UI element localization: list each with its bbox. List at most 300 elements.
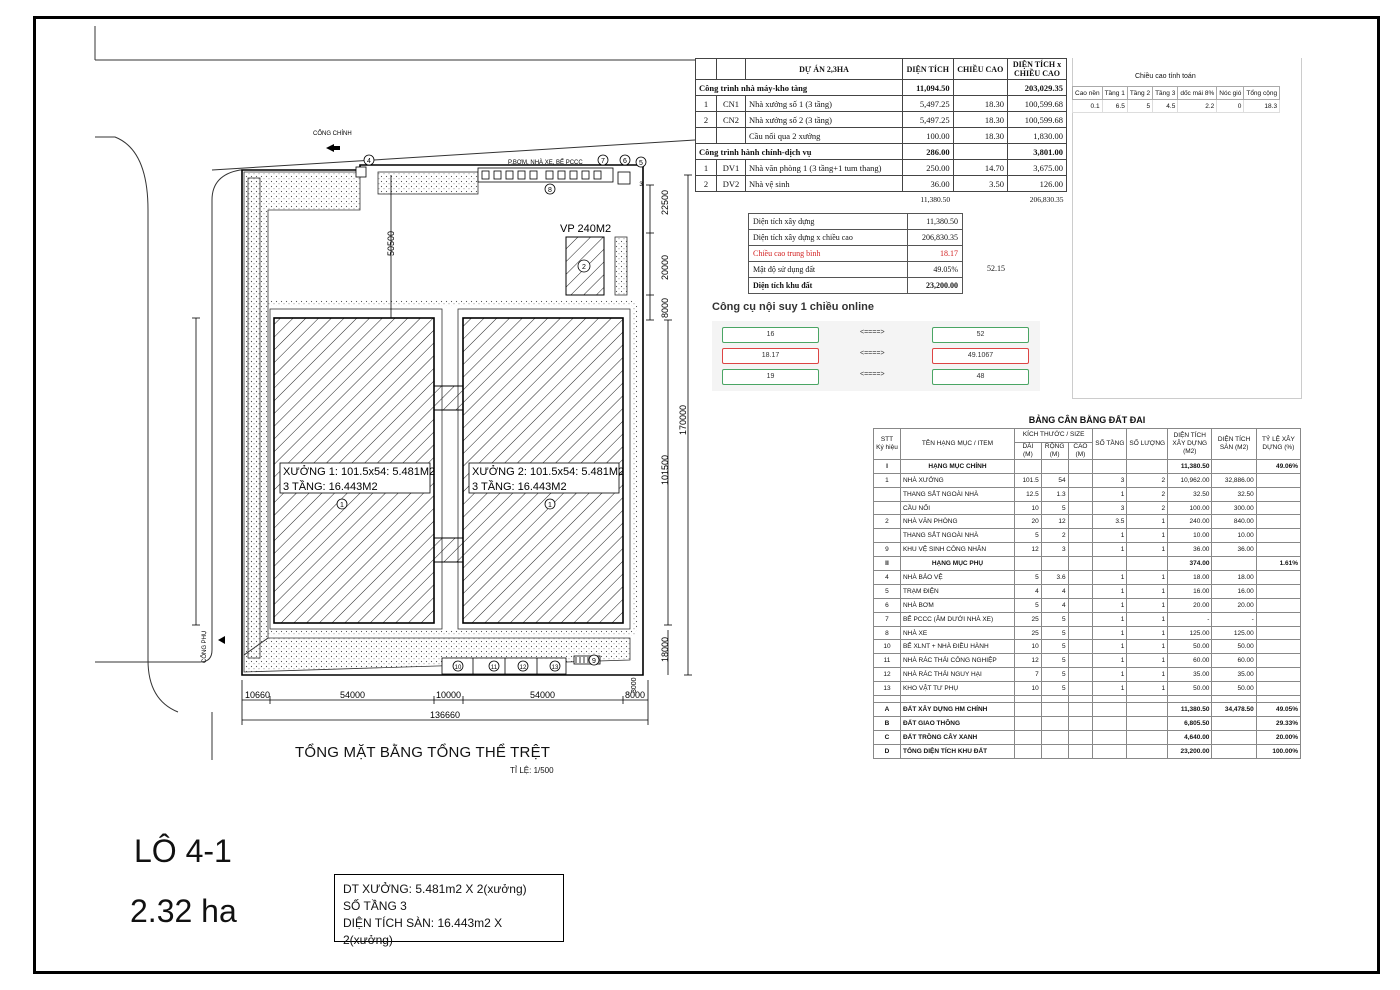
land-cell-cao <box>1068 571 1093 585</box>
height-calc-header: Tầng 3 <box>1153 87 1178 100</box>
land-cell-dtxd: 100.00 <box>1168 501 1212 515</box>
land-cell-stt: 5 <box>874 584 901 598</box>
height-calc-value: 0.1 <box>1073 100 1103 113</box>
land-balance-section <box>873 411 1301 759</box>
land-total-tl: 20.00% <box>1256 730 1300 744</box>
tag-10: 10 <box>454 665 462 671</box>
land-cell-dai: 10 <box>1015 501 1042 515</box>
project-height: 18.30 <box>953 128 1007 144</box>
summary-label: Diện tích xây dựng x chiều cao <box>749 230 908 246</box>
land-cell-tl <box>1256 543 1300 557</box>
land-cell-dai: 20 <box>1015 515 1042 529</box>
interp-right-3[interactable]: 48 <box>932 369 1029 385</box>
land-cell-rong: 4 <box>1041 584 1068 598</box>
land-header-item: TÊN HẠNG MỤC / ITEM <box>900 429 1014 460</box>
height-calc-table <box>1072 86 1280 113</box>
project-header-project: DỰ ÁN 2,3HA <box>746 59 903 80</box>
dim-54000-2: 54000 <box>530 690 556 700</box>
tag-5: 5 <box>639 160 643 167</box>
land-cell-tl <box>1256 640 1300 654</box>
land-cell-dtsan: 10.00 <box>1212 529 1256 543</box>
land-cell-rong: 3.6 <box>1041 571 1068 585</box>
land-cell-dtsan: 32,886.00 <box>1212 473 1256 487</box>
land-cell-dtxd: 18.00 <box>1168 571 1212 585</box>
project-row <box>696 128 1067 144</box>
land-cell-stt: 10 <box>874 640 901 654</box>
land-cell-rong: 5 <box>1041 654 1068 668</box>
gate-main-label: CỔNG CHÍNH <box>313 131 352 137</box>
land-cell-name: HẠNG MỤC PHỤ <box>900 557 1014 571</box>
land-header-dai: DÀI (M) <box>1015 442 1042 459</box>
land-cell-name: KHU VỆ SINH CÔNG NHÂN <box>900 543 1014 557</box>
dim-136660: 136660 <box>430 710 461 720</box>
land-cell-tang <box>1093 557 1127 571</box>
land-cell-rong: 12 <box>1041 515 1068 529</box>
land-cell-stt: 9 <box>874 543 901 557</box>
land-cell-tl <box>1256 612 1300 626</box>
project-label: Cầu nối qua 2 xưởng <box>746 128 903 144</box>
height-calc-value: 0 <box>1217 100 1244 113</box>
gate-side-label: CỔNG PHỤ <box>202 630 208 663</box>
land-cell-tang: 1 <box>1093 682 1127 696</box>
land-balance-table <box>873 428 1301 759</box>
land-cell-cao <box>1068 487 1093 501</box>
tag-11: 11 <box>490 665 498 671</box>
land-cell-cao <box>1068 529 1093 543</box>
land-cell-dtsan: 36.00 <box>1212 543 1256 557</box>
project-group-label: Công trình hành chính-dịch vụ <box>696 144 903 160</box>
land-cell-dtsan: 20.00 <box>1212 598 1256 612</box>
land-header-stt: STT <box>880 435 894 443</box>
land-cell-dai: 12.5 <box>1015 487 1042 501</box>
land-header-tang: SỐ TẦNG <box>1093 429 1127 460</box>
land-total-row <box>874 730 1301 744</box>
land-cell-tl <box>1256 501 1300 515</box>
height-calc-value: 6.5 <box>1102 100 1127 113</box>
project-product: 203,029.35 <box>1008 80 1067 96</box>
land-row <box>874 557 1301 571</box>
land-cell-dtsan: 18.00 <box>1212 571 1256 585</box>
dim-8000-horiz: 8000 <box>625 690 646 700</box>
dim-54000-1: 54000 <box>340 690 366 700</box>
height-calc-value: 5 <box>1127 100 1152 113</box>
project-total-product: 206,830.35 <box>1029 195 1064 204</box>
land-total-name: ĐẤT TRỒNG CÂY XANH <box>900 730 1014 744</box>
utility-label: P.BƠM, NHÀ XE, BỂ PCCC <box>508 160 583 166</box>
project-stt: 1 <box>696 160 717 176</box>
bridge-2 <box>434 538 463 562</box>
project-label: Nhà vệ sinh <box>746 176 903 192</box>
dim-22500: 22500 <box>660 189 670 215</box>
project-header-product: DIỆN TÍCH x CHIỀU CAO <box>1008 59 1067 80</box>
land-cell-name: NHÀ BƠM <box>900 598 1014 612</box>
land-balance-title: BẢNG CÂN BẰNG ĐẤT ĐAI <box>1028 415 1146 425</box>
land-cell-stt: 8 <box>874 626 901 640</box>
project-code: CN2 <box>717 112 746 128</box>
dim-18000: 18000 <box>660 636 670 662</box>
land-cell-sl: 1 <box>1127 668 1168 682</box>
land-total-stt: B <box>874 716 901 730</box>
land-header-dtxd: DIỆN TÍCH XÂY DỰNG (M2) <box>1168 429 1212 460</box>
summary-row <box>749 246 963 262</box>
land-cell-dtsan: 60.00 <box>1212 654 1256 668</box>
land-total-dtsan <box>1212 744 1256 758</box>
land-cell-cao <box>1068 501 1093 515</box>
land-cell-rong: 5 <box>1041 626 1068 640</box>
project-group-label: Công trình nhà máy-kho tàng <box>696 80 903 96</box>
interp-left-2[interactable]: 18.17 <box>722 348 819 364</box>
land-cell-stt: 11 <box>874 654 901 668</box>
project-label: Nhà văn phòng 1 (3 tầng+1 tum thang) <box>746 160 903 176</box>
bridge-1 <box>434 386 463 410</box>
summary-value: 49.05% <box>908 262 963 278</box>
land-cell-dtxd: 374.00 <box>1168 557 1212 571</box>
land-cell-sl: 2 <box>1127 487 1168 501</box>
project-code: CN1 <box>717 96 746 112</box>
land-cell-rong: 5 <box>1041 640 1068 654</box>
project-product: 100,599.68 <box>1008 112 1067 128</box>
land-cell-rong: 3 <box>1041 543 1068 557</box>
land-cell-rong: 1.3 <box>1041 487 1068 501</box>
land-cell-cao <box>1068 598 1093 612</box>
land-cell-name: NHÀ XƯỞNG <box>900 473 1014 487</box>
land-total-tl: 29.33% <box>1256 716 1300 730</box>
land-cell-name: THANG SẮT NGOÀI NHÀ <box>900 529 1014 543</box>
land-cell-tang: 1 <box>1093 612 1127 626</box>
land-total-dtsan: 34,478.50 <box>1212 703 1256 717</box>
dim-8000-vert: 8000 <box>660 297 670 318</box>
land-cell-dtsan: 16.00 <box>1212 584 1256 598</box>
project-area: 286.00 <box>903 144 954 160</box>
land-cell-sl: 1 <box>1127 529 1168 543</box>
project-height: 18.30 <box>953 112 1007 128</box>
height-calc-value: 4.5 <box>1153 100 1178 113</box>
land-header-size: KÍCH THƯỚC / SIZE <box>1015 429 1093 443</box>
land-cell-sl: 1 <box>1127 543 1168 557</box>
land-cell-cao <box>1068 626 1093 640</box>
project-header-stt <box>696 59 717 80</box>
land-cell-dtxd: 10.00 <box>1168 529 1212 543</box>
tag-factory-1: 1 <box>340 502 344 509</box>
land-cell-name: THANG SẮT NGOÀI NHÀ <box>900 487 1014 501</box>
land-row <box>874 598 1301 612</box>
land-cell-tang: 1 <box>1093 626 1127 640</box>
summary-value: 23,200.00 <box>908 278 963 294</box>
land-row <box>874 668 1301 682</box>
land-cell-dtxd: 16.00 <box>1168 584 1212 598</box>
land-cell-rong: 2 <box>1041 529 1068 543</box>
land-cell-cao <box>1068 584 1093 598</box>
land-cell-tang: 3 <box>1093 501 1127 515</box>
land-cell-dai: 10 <box>1015 682 1042 696</box>
project-height: 14.70 <box>953 160 1007 176</box>
land-cell-dtxd: 11,380.50 <box>1168 459 1212 473</box>
land-cell-dtsan <box>1212 557 1256 571</box>
project-height: 18.30 <box>953 96 1007 112</box>
land-cell-rong: 5 <box>1041 682 1068 696</box>
project-label: Nhà xưởng số 2 (3 tầng) <box>746 112 903 128</box>
land-cell-name: NHÀ BẢO VỆ <box>900 571 1014 585</box>
land-header-kyhieu: Ký hiệu <box>876 443 898 451</box>
land-row <box>874 612 1301 626</box>
land-total-name: ĐẤT XÂY DỰNG HM CHÍNH <box>900 703 1014 717</box>
land-cell-tang: 1 <box>1093 640 1127 654</box>
project-stt: 2 <box>696 112 717 128</box>
land-cell-tang: 1 <box>1093 571 1127 585</box>
land-cell-sl: 1 <box>1127 640 1168 654</box>
land-cell-cao <box>1068 654 1093 668</box>
land-cell-dtxd: - <box>1168 612 1212 626</box>
height-calc-header: Tổng cộng <box>1244 87 1280 100</box>
land-cell-dtxd: 32.50 <box>1168 487 1212 501</box>
interp-right-2[interactable]: 49.1067 <box>932 348 1029 364</box>
land-cell-rong: 4 <box>1041 598 1068 612</box>
tag-8: 8 <box>548 187 552 194</box>
land-cell-sl <box>1127 557 1168 571</box>
land-cell-dtsan: 50.00 <box>1212 682 1256 696</box>
tag-3: 3 <box>639 182 643 188</box>
interp-left-1[interactable]: 16 <box>722 327 819 343</box>
land-total-stt: D <box>874 744 901 758</box>
tag-9: 9 <box>592 658 596 665</box>
land-cell-cao <box>1068 473 1093 487</box>
land-row <box>874 487 1301 501</box>
land-row <box>874 459 1301 473</box>
lot-area: 2.32 ha <box>130 893 237 929</box>
plan-title: TỔNG MẶT BẰNG TỔNG THỂ TRỆT <box>295 744 551 761</box>
interp-arrow-1: <====> <box>860 329 885 336</box>
summary-label: Chiều cao trung bình <box>749 246 908 262</box>
land-row <box>874 626 1301 640</box>
land-cell-dai: 10 <box>1015 640 1042 654</box>
land-cell-cao <box>1068 668 1093 682</box>
project-group-row <box>696 144 1067 160</box>
interp-arrow-2: <====> <box>860 350 885 357</box>
height-calc-header: Tầng 2 <box>1127 87 1152 100</box>
land-cell-stt <box>874 529 901 543</box>
land-cell-name: TRẠM ĐIỆN <box>900 584 1014 598</box>
land-cell-tl <box>1256 473 1300 487</box>
land-header-cao: CAO (M) <box>1068 442 1093 459</box>
interp-right-1[interactable]: 52 <box>932 327 1029 343</box>
project-code: DV2 <box>717 176 746 192</box>
project-header-area: DIỆN TÍCH <box>903 59 954 80</box>
summary-row <box>749 214 963 230</box>
land-total-dtxd: 6,805.50 <box>1168 716 1212 730</box>
lot-info-box <box>334 874 564 947</box>
land-cell-tang: 1 <box>1093 654 1127 668</box>
tag-7: 7 <box>601 158 605 165</box>
land-cell-dai: 5 <box>1015 529 1042 543</box>
dim-10660: 10660 <box>245 690 271 700</box>
project-area: 5,497.25 <box>903 112 954 128</box>
land-cell-cao <box>1068 515 1093 529</box>
project-row <box>696 160 1067 176</box>
interp-left-3[interactable]: 19 <box>722 369 819 385</box>
tag-6: 6 <box>623 158 627 165</box>
height-calc-title: Chiều cao tính toán <box>1135 73 1196 80</box>
summary-label: Diện tích xây dựng <box>749 214 908 230</box>
land-cell-tl: 1.61% <box>1256 557 1300 571</box>
project-product: 100,599.68 <box>1008 96 1067 112</box>
project-header-height: CHIỀU CAO <box>953 59 1007 80</box>
land-cell-dai: 5 <box>1015 571 1042 585</box>
land-cell-sl: 1 <box>1127 682 1168 696</box>
land-total-stt: C <box>874 730 901 744</box>
land-cell-name: NHÀ VĂN PHÒNG <box>900 515 1014 529</box>
summary-label: Diện tích khu đất <box>749 278 908 294</box>
land-row <box>874 584 1301 598</box>
land-cell-rong: 54 <box>1041 473 1068 487</box>
land-row <box>874 682 1301 696</box>
land-cell-stt <box>874 501 901 515</box>
factory-1-line2: 3 TẦNG: 16.443M2 <box>283 481 378 493</box>
land-cell-dtxd: 36.00 <box>1168 543 1212 557</box>
land-cell-cao <box>1068 682 1093 696</box>
land-cell-dai: 25 <box>1015 626 1042 640</box>
summary-label: Mật độ sử dụng đất <box>749 262 908 278</box>
height-calc-value: 2.2 <box>1178 100 1217 113</box>
height-calc-header: Tầng 1 <box>1102 87 1127 100</box>
land-cell-dtxd: 240.00 <box>1168 515 1212 529</box>
land-total-dtxd: 23,200.00 <box>1168 744 1212 758</box>
project-product: 3,801.00 <box>1008 144 1067 160</box>
land-total-dtsan <box>1212 716 1256 730</box>
land-cell-tang: 3.5 <box>1093 515 1127 529</box>
land-cell-sl: 2 <box>1127 501 1168 515</box>
land-cell-name: HẠNG MỤC CHÍNH <box>900 459 1014 473</box>
dim-3000: 3000 <box>631 677 638 693</box>
dim-20000: 20000 <box>660 254 670 280</box>
interp-arrow-3: <====> <box>860 371 885 378</box>
land-header-luong: SỐ LƯỢNG <box>1127 429 1168 460</box>
interpolation-tool-title: Công cụ nội suy 1 chiều online <box>712 301 874 313</box>
lot-info-line-2: SỐ TẦNG 3 <box>343 899 407 913</box>
land-cell-tl <box>1256 529 1300 543</box>
project-height: 3.50 <box>953 176 1007 192</box>
dim-50500: 50500 <box>386 230 396 256</box>
interpolation-tool <box>712 321 1040 391</box>
project-area: 5,497.25 <box>903 96 954 112</box>
land-row <box>874 543 1301 557</box>
project-label: Nhà xưởng số 1 (3 tầng) <box>746 96 903 112</box>
project-product: 3,675.00 <box>1008 160 1067 176</box>
land-cell-tang: 1 <box>1093 487 1127 501</box>
tag-factory-2: 1 <box>548 502 552 509</box>
land-cell-name: KHO VẬT TƯ PHỤ <box>900 682 1014 696</box>
land-cell-tang: 1 <box>1093 598 1127 612</box>
land-cell-stt: 2 <box>874 515 901 529</box>
project-table <box>695 58 1067 207</box>
gate-side-arrow-icon <box>218 636 225 644</box>
project-group-row <box>696 80 1067 96</box>
land-cell-stt: 6 <box>874 598 901 612</box>
land-cell-tl: 49.06% <box>1256 459 1300 473</box>
land-cell-stt: II <box>874 557 901 571</box>
project-code: DV1 <box>717 160 746 176</box>
land-row <box>874 571 1301 585</box>
land-total-name: ĐẤT GIAO THÔNG <box>900 716 1014 730</box>
land-cell-sl: 1 <box>1127 654 1168 668</box>
land-row <box>874 501 1301 515</box>
land-cell-cao <box>1068 459 1093 473</box>
project-area: 36.00 <box>903 176 954 192</box>
project-stt: 2 <box>696 176 717 192</box>
land-cell-sl: 1 <box>1127 571 1168 585</box>
land-cell-dtxd: 10,962.00 <box>1168 473 1212 487</box>
land-cell-stt: 4 <box>874 571 901 585</box>
land-cell-dtxd: 125.00 <box>1168 626 1212 640</box>
land-total-dtxd: 4,640.00 <box>1168 730 1212 744</box>
project-table-header <box>696 59 1067 80</box>
tag-12: 12 <box>519 665 527 671</box>
factory-1-line1: XƯỞNG 1: 101.5x54: 5.481M2 <box>283 466 436 478</box>
land-cell-cao <box>1068 557 1093 571</box>
project-product: 126.00 <box>1008 176 1067 192</box>
lot-code: LÔ 4-1 <box>134 833 232 869</box>
land-cell-stt: I <box>874 459 901 473</box>
land-cell-name: BỂ PCCC (ÂM DƯỚI NHÀ XE) <box>900 612 1014 626</box>
land-cell-tl <box>1256 487 1300 501</box>
land-cell-sl: 1 <box>1127 584 1168 598</box>
land-spacer-row <box>874 696 1301 703</box>
land-cell-tl <box>1256 626 1300 640</box>
land-cell-sl: 1 <box>1127 598 1168 612</box>
land-cell-dtsan: 50.00 <box>1212 640 1256 654</box>
land-cell-dtsan: 32.50 <box>1212 487 1256 501</box>
land-cell-name: NHÀ RÁC THẢI CÔNG NGHIỆP <box>900 654 1014 668</box>
land-cell-stt <box>874 487 901 501</box>
land-total-dtxd: 11,380.50 <box>1168 703 1212 717</box>
project-row <box>696 112 1067 128</box>
project-height <box>953 80 1007 96</box>
land-cell-dai: 101.5 <box>1015 473 1042 487</box>
project-stt: 1 <box>696 96 717 112</box>
land-total-tl: 49.05% <box>1256 703 1300 717</box>
land-cell-tang: 1 <box>1093 529 1127 543</box>
land-total-tl: 100.00% <box>1256 744 1300 758</box>
project-product: 1,830.00 <box>1008 128 1067 144</box>
land-header-rong: RỘNG (M) <box>1041 442 1068 459</box>
dim-10000: 10000 <box>436 690 462 700</box>
land-cell-dtxd: 50.00 <box>1168 682 1212 696</box>
height-calc-value: 18.3 <box>1244 100 1280 113</box>
summary-value: 18.17 <box>908 246 963 262</box>
land-header-dtsan: DIỆN TÍCH SÀN (M2) <box>1212 429 1256 460</box>
land-cell-dai: 12 <box>1015 543 1042 557</box>
land-cell-dtsan: 840.00 <box>1212 515 1256 529</box>
land-cell-dai: 12 <box>1015 654 1042 668</box>
land-cell-tl <box>1256 668 1300 682</box>
land-cell-dtsan: 300.00 <box>1212 501 1256 515</box>
land-cell-dai: 5 <box>1015 598 1042 612</box>
height-calc-values-row <box>1073 100 1280 113</box>
height-calc-header: dốc mái 8% <box>1178 87 1217 100</box>
land-cell-dai: 4 <box>1015 584 1042 598</box>
land-cell-dtsan: 35.00 <box>1212 668 1256 682</box>
land-header-row-1 <box>874 429 1301 443</box>
land-cell-rong: 5 <box>1041 612 1068 626</box>
land-cell-cao <box>1068 612 1093 626</box>
land-cell-sl: 1 <box>1127 612 1168 626</box>
land-cell-cao <box>1068 640 1093 654</box>
land-row <box>874 654 1301 668</box>
summary-row <box>749 278 963 294</box>
height-calc-header: Nóc gió <box>1217 87 1244 100</box>
land-total-dtsan <box>1212 730 1256 744</box>
lot-info-line-3: DIỆN TÍCH SÀN: 16.443m2 X 2(xưởng) <box>343 916 503 947</box>
tag-13: 13 <box>551 665 559 671</box>
